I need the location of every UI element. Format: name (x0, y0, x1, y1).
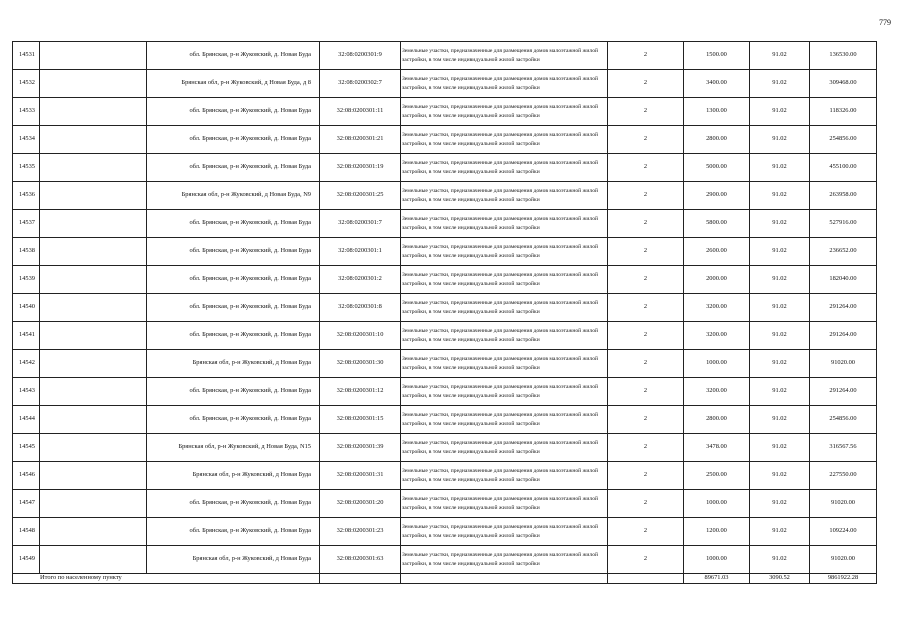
group-cell: 2 (608, 378, 684, 406)
row-number-cell: 14541 (13, 322, 40, 350)
group-cell: 2 (608, 350, 684, 378)
rate-cell: 91.02 (750, 546, 810, 574)
cadastral-number-cell: 32:08:0200302:7 (320, 70, 401, 98)
group-cell: 2 (608, 182, 684, 210)
address-cell: Брянская обл, р-н Жуковский, д Новая Буда (147, 462, 320, 490)
page-number: 779 (879, 18, 891, 27)
rate-cell: 91.02 (750, 378, 810, 406)
table-row (13, 518, 877, 546)
address-cell: Брянская обл, р-н Жуковский, д Новая Буда (147, 546, 320, 574)
row-number-cell: 14535 (13, 154, 40, 182)
group-cell: 2 (608, 238, 684, 266)
cadastral-number-cell: 32:08:0200301:2 (320, 266, 401, 294)
area-cell: 2800.00 (684, 406, 750, 434)
area-cell: 3200.00 (684, 322, 750, 350)
table-row (13, 462, 877, 490)
row-number-cell: 14548 (13, 518, 40, 546)
table-row (13, 350, 877, 378)
land-purpose-cell: Земельные участки, предназначенные для размещения домов малоэтажной жилой застройки, в том числе индивидуальной жилой застройки (401, 378, 608, 406)
cadastral-value-cell: 291264.00 (810, 294, 877, 322)
land-purpose-cell: Земельные участки, предназначенные для размещения домов малоэтажной жилой застройки, в том числе индивидуальной жилой застройки (401, 434, 608, 462)
group-cell: 2 (608, 42, 684, 70)
cadastral-value-cell: 254856.00 (810, 126, 877, 154)
rate-cell: 91.02 (750, 42, 810, 70)
cadastral-value-cell: 91020.00 (810, 546, 877, 574)
group-cell: 2 (608, 126, 684, 154)
rate-cell: 91.02 (750, 210, 810, 238)
address-cell: обл. Брянская, р-н Жуковский, д. Новая Буда (147, 126, 320, 154)
cadastral-number-cell: 32:08:0200301:9 (320, 42, 401, 70)
cadastral-value-cell: 109224.00 (810, 518, 877, 546)
row-number-cell: 14531 (13, 42, 40, 70)
table-row (13, 322, 877, 350)
area-cell: 1000.00 (684, 490, 750, 518)
cadastral-value-cell: 291264.00 (810, 322, 877, 350)
cadastral-number-cell: 32:08:0200301:12 (320, 378, 401, 406)
empty-cell (40, 546, 147, 574)
area-cell: 1300.00 (684, 98, 750, 126)
land-purpose-cell: Земельные участки, предназначенные для размещения домов малоэтажной жилой застройки, в том числе индивидуальной жилой застройки (401, 210, 608, 238)
rate-cell: 91.02 (750, 434, 810, 462)
land-purpose-cell: Земельные участки, предназначенные для размещения домов малоэтажной жилой застройки, в том числе индивидуальной жилой застройки (401, 406, 608, 434)
land-purpose-cell: Земельные участки, предназначенные для размещения домов малоэтажной жилой застройки, в том числе индивидуальной жилой застройки (401, 182, 608, 210)
land-purpose-cell: Земельные участки, предназначенные для размещения домов малоэтажной жилой застройки, в том числе индивидуальной жилой застройки (401, 98, 608, 126)
empty-cell (40, 518, 147, 546)
area-cell: 5000.00 (684, 154, 750, 182)
table-row (13, 266, 877, 294)
land-purpose-cell: Земельные участки, предназначенные для размещения домов малоэтажной жилой застройки, в том числе индивидуальной жилой застройки (401, 266, 608, 294)
rate-cell: 91.02 (750, 182, 810, 210)
address-cell: обл. Брянская, р-н Жуковский, д. Новая Буда (147, 294, 320, 322)
land-purpose-cell: Земельные участки, предназначенные для размещения домов малоэтажной жилой застройки, в том числе индивидуальной жилой застройки (401, 490, 608, 518)
table-row (13, 294, 877, 322)
empty-cell (40, 154, 147, 182)
table-row (13, 406, 877, 434)
rate-cell: 91.02 (750, 490, 810, 518)
rate-cell: 91.02 (750, 154, 810, 182)
group-cell: 2 (608, 546, 684, 574)
empty-cell (40, 294, 147, 322)
rate-cell: 91.02 (750, 70, 810, 98)
area-cell: 5800.00 (684, 210, 750, 238)
group-cell: 2 (608, 294, 684, 322)
table-row (13, 434, 877, 462)
address-cell: обл. Брянская, р-н Жуковский, д. Новая Буда (147, 322, 320, 350)
group-cell: 2 (608, 210, 684, 238)
empty-cell (40, 126, 147, 154)
row-number-cell: 14533 (13, 98, 40, 126)
cadastral-number-cell: 32:08:0200301:15 (320, 406, 401, 434)
total-cadastral-cell (320, 574, 401, 584)
address-cell: обл. Брянская, р-н Жуковский, д. Новая Буда (147, 210, 320, 238)
area-cell: 1200.00 (684, 518, 750, 546)
table-row (13, 70, 877, 98)
rate-cell: 91.02 (750, 322, 810, 350)
land-purpose-cell: Земельные участки, предназначенные для размещения домов малоэтажной жилой застройки, в том числе индивидуальной жилой застройки (401, 238, 608, 266)
total-purpose-cell (401, 574, 608, 584)
cadastral-value-cell: 91020.00 (810, 350, 877, 378)
table-row (13, 182, 877, 210)
land-purpose-cell: Земельные участки, предназначенные для размещения домов малоэтажной жилой застройки, в том числе индивидуальной жилой застройки (401, 350, 608, 378)
area-cell: 1000.00 (684, 546, 750, 574)
row-number-cell: 14545 (13, 434, 40, 462)
cadastral-number-cell: 32:08:0200301:20 (320, 490, 401, 518)
group-cell: 2 (608, 406, 684, 434)
cadastral-value-cell: 263958.00 (810, 182, 877, 210)
address-cell: обл. Брянская, р-н Жуковский, д. Новая Буда (147, 490, 320, 518)
area-cell: 2500.00 (684, 462, 750, 490)
table-row (13, 546, 877, 574)
group-cell: 2 (608, 154, 684, 182)
table-row (13, 42, 877, 70)
empty-cell (40, 490, 147, 518)
table-row (13, 210, 877, 238)
rate-cell: 91.02 (750, 462, 810, 490)
row-number-cell: 14547 (13, 490, 40, 518)
cadastral-value-cell: 136530.00 (810, 42, 877, 70)
cadastral-number-cell: 32:08:0200301:7 (320, 210, 401, 238)
group-cell: 2 (608, 434, 684, 462)
group-cell: 2 (608, 266, 684, 294)
rate-cell: 91.02 (750, 238, 810, 266)
land-purpose-cell: Земельные участки, предназначенные для размещения домов малоэтажной жилой застройки, в том числе индивидуальной жилой застройки (401, 126, 608, 154)
area-cell: 1000.00 (684, 350, 750, 378)
table-row (13, 238, 877, 266)
area-cell: 2800.00 (684, 126, 750, 154)
total-label: Итого по населенному пункту (13, 574, 320, 584)
cadastral-value-cell: 455100.00 (810, 154, 877, 182)
address-cell: обл. Брянская, р-н Жуковский, д. Новая Буда (147, 518, 320, 546)
rate-cell: 91.02 (750, 294, 810, 322)
cadastral-number-cell: 32:08:0200301:63 (320, 546, 401, 574)
group-cell: 2 (608, 518, 684, 546)
area-cell: 1500.00 (684, 42, 750, 70)
empty-cell (40, 378, 147, 406)
empty-cell (40, 266, 147, 294)
address-cell: Брянская обл, р-н Жуковский, д Новая Буда, д 8 (147, 70, 320, 98)
empty-cell (40, 322, 147, 350)
land-purpose-cell: Земельные участки, предназначенные для размещения домов малоэтажной жилой застройки, в том числе индивидуальной жилой застройки (401, 462, 608, 490)
table-row (13, 378, 877, 406)
group-cell: 2 (608, 490, 684, 518)
area-cell: 3478.00 (684, 434, 750, 462)
cadastral-number-cell: 32:08:0200301:23 (320, 518, 401, 546)
cadastral-number-cell: 32:08:0200301:30 (320, 350, 401, 378)
empty-cell (40, 70, 147, 98)
cadastral-number-cell: 32:08:0200301:25 (320, 182, 401, 210)
row-number-cell: 14542 (13, 350, 40, 378)
row-number-cell: 14540 (13, 294, 40, 322)
cadastral-number-cell: 32:08:0200301:39 (320, 434, 401, 462)
cadastral-value-cell: 291264.00 (810, 378, 877, 406)
area-cell: 2600.00 (684, 238, 750, 266)
land-purpose-cell: Земельные участки, предназначенные для размещения домов малоэтажной жилой застройки, в том числе индивидуальной жилой застройки (401, 294, 608, 322)
row-number-cell: 14543 (13, 378, 40, 406)
address-cell: Брянская обл, р-н Жуковский, д Новая Буда, N15 (147, 434, 320, 462)
row-number-cell: 14537 (13, 210, 40, 238)
land-purpose-cell: Земельные участки, предназначенные для размещения домов малоэтажной жилой застройки, в том числе индивидуальной жилой застройки (401, 154, 608, 182)
area-cell: 3400.00 (684, 70, 750, 98)
cadastral-number-cell: 32:08:0200301:21 (320, 126, 401, 154)
address-cell: обл. Брянская, р-н Жуковский, д. Новая Буда (147, 378, 320, 406)
empty-cell (40, 42, 147, 70)
table-row (13, 490, 877, 518)
row-number-cell: 14538 (13, 238, 40, 266)
address-cell: обл. Брянская, р-н Жуковский, д. Новая Буда (147, 98, 320, 126)
total-value: 9861922.28 (810, 574, 877, 584)
row-number-cell: 14539 (13, 266, 40, 294)
group-cell: 2 (608, 98, 684, 126)
total-row (13, 574, 877, 584)
land-purpose-cell: Земельные участки, предназначенные для размещения домов малоэтажной жилой застройки, в том числе индивидуальной жилой застройки (401, 322, 608, 350)
cadastral-number-cell: 32:08:0200301:11 (320, 98, 401, 126)
cadastral-value-cell: 118326.00 (810, 98, 877, 126)
address-cell: Брянская обл, р-н Жуковский, д Новая Буда (147, 350, 320, 378)
row-number-cell: 14532 (13, 70, 40, 98)
empty-cell (40, 406, 147, 434)
table-body (13, 42, 877, 584)
cadastral-value-cell: 182040.00 (810, 266, 877, 294)
cadastral-number-cell: 32:08:0200301:10 (320, 322, 401, 350)
empty-cell (40, 210, 147, 238)
address-cell: обл. Брянская, р-н Жуковский, д. Новая Буда (147, 266, 320, 294)
cadastral-number-cell: 32:08:0200301:8 (320, 294, 401, 322)
area-cell: 3200.00 (684, 378, 750, 406)
total-rate: 3090.52 (750, 574, 810, 584)
cadastral-value-cell: 254856.00 (810, 406, 877, 434)
land-purpose-cell: Земельные участки, предназначенные для размещения домов малоэтажной жилой застройки, в том числе индивидуальной жилой застройки (401, 546, 608, 574)
rate-cell: 91.02 (750, 406, 810, 434)
row-number-cell: 14534 (13, 126, 40, 154)
cadastral-value-cell: 316567.56 (810, 434, 877, 462)
table-row (13, 154, 877, 182)
rate-cell: 91.02 (750, 350, 810, 378)
land-purpose-cell: Земельные участки, предназначенные для размещения домов малоэтажной жилой застройки, в том числе индивидуальной жилой застройки (401, 70, 608, 98)
empty-cell (40, 350, 147, 378)
empty-cell (40, 182, 147, 210)
empty-cell (40, 238, 147, 266)
total-group-cell (608, 574, 684, 584)
row-number-cell: 14536 (13, 182, 40, 210)
address-cell: обл. Брянская, р-н Жуковский, д. Новая Буда (147, 42, 320, 70)
cadastral-value-cell: 91020.00 (810, 490, 877, 518)
address-cell: обл. Брянская, р-н Жуковский, д. Новая Буда (147, 154, 320, 182)
table-row (13, 98, 877, 126)
cadastral-value-cell: 309468.00 (810, 70, 877, 98)
cadastral-number-cell: 32:08:0200301:31 (320, 462, 401, 490)
area-cell: 2900.00 (684, 182, 750, 210)
cadastral-value-cell: 527916.00 (810, 210, 877, 238)
rate-cell: 91.02 (750, 126, 810, 154)
group-cell: 2 (608, 462, 684, 490)
empty-cell (40, 434, 147, 462)
rate-cell: 91.02 (750, 518, 810, 546)
cadastral-value-cell: 236652.00 (810, 238, 877, 266)
group-cell: 2 (608, 322, 684, 350)
area-cell: 2000.00 (684, 266, 750, 294)
row-number-cell: 14546 (13, 462, 40, 490)
address-cell: обл. Брянская, р-н Жуковский, д. Новая Буда (147, 406, 320, 434)
table-row (13, 126, 877, 154)
empty-cell (40, 462, 147, 490)
area-cell: 3200.00 (684, 294, 750, 322)
address-cell: Брянская обл, р-н Жуковский, д Новая Буда, N9 (147, 182, 320, 210)
land-purpose-cell: Земельные участки, предназначенные для размещения домов малоэтажной жилой застройки, в том числе индивидуальной жилой застройки (401, 518, 608, 546)
cadastral-value-table (12, 41, 877, 584)
empty-cell (40, 98, 147, 126)
total-area: 89671.03 (684, 574, 750, 584)
address-cell: обл. Брянская, р-н Жуковский, д. Новая Буда (147, 238, 320, 266)
cadastral-number-cell: 32:08:0200301:19 (320, 154, 401, 182)
land-purpose-cell: Земельные участки, предназначенные для размещения домов малоэтажной жилой застройки, в том числе индивидуальной жилой застройки (401, 42, 608, 70)
cadastral-number-cell: 32:08:0200301:1 (320, 238, 401, 266)
rate-cell: 91.02 (750, 266, 810, 294)
rate-cell: 91.02 (750, 98, 810, 126)
row-number-cell: 14544 (13, 406, 40, 434)
row-number-cell: 14549 (13, 546, 40, 574)
group-cell: 2 (608, 70, 684, 98)
cadastral-value-cell: 227550.00 (810, 462, 877, 490)
